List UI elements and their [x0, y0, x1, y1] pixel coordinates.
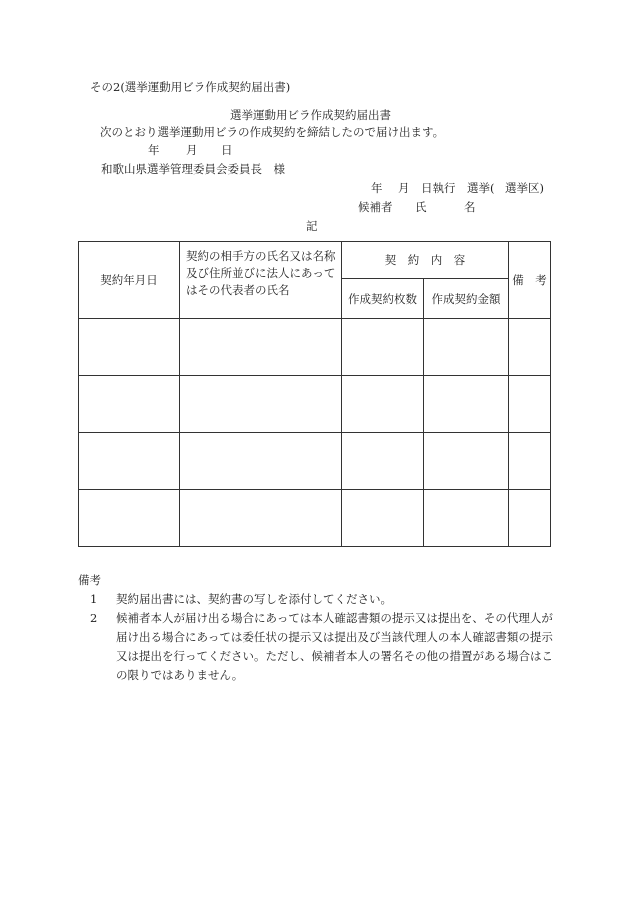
cell-remarks[interactable]	[509, 490, 551, 547]
election-year: 年	[371, 181, 383, 195]
ki-mark: 記	[306, 219, 318, 233]
header-contract-contents: 契 約 内 容	[342, 242, 509, 279]
cell-date[interactable]	[79, 490, 180, 547]
cell-sheets[interactable]	[342, 376, 424, 433]
date-day: 日	[221, 143, 233, 157]
header-contract-amount: 作成契約金額	[424, 279, 509, 319]
cell-sheets[interactable]	[342, 490, 424, 547]
header-contract-party: 契約の相手方の氏名又は名称及び住所並びに法人にあってはその代表者の氏名	[180, 242, 342, 319]
cell-party[interactable]	[180, 433, 342, 490]
table-header-row	[79, 242, 551, 279]
cell-date[interactable]	[79, 433, 180, 490]
header-contract-date: 契約年月日	[79, 242, 180, 319]
notes-heading: 備考	[78, 573, 101, 587]
form-label: その2(選挙運動用ビラ作成契約届出書)	[90, 80, 291, 94]
cell-party[interactable]	[180, 376, 342, 433]
cell-amount[interactable]	[424, 319, 509, 376]
cell-remarks[interactable]	[509, 433, 551, 490]
candidate-label: 候補者	[358, 200, 393, 214]
note-number: 2	[90, 611, 98, 625]
table-row	[79, 376, 551, 433]
cell-amount[interactable]	[424, 490, 509, 547]
note-item	[78, 590, 558, 609]
note-text: 契約届出書には、契約書の写しを添付してください。	[116, 592, 392, 606]
election-district: 選挙区)	[505, 181, 544, 195]
cell-amount[interactable]	[424, 433, 509, 490]
candidate-name-2: 名	[464, 200, 476, 214]
intro-text: 次のとおり選挙運動用ビラの作成契約を締結したので届け出ます。	[100, 125, 445, 139]
cell-amount[interactable]	[424, 376, 509, 433]
cell-party[interactable]	[180, 490, 342, 547]
table-row	[79, 433, 551, 490]
note-text: 候補者本人が届け出る場合にあっては本人確認書類の提示又は提出を、その代理人が届け出る場合にあっては委任状の提示又は提出及び当該代理人の本人確認書類の提示又は提出を行ってください。ただし、候補者本人の署名その他の措置がある場合はこの限りではありません。	[116, 611, 553, 682]
addressee: 和歌山県選挙管理委員会委員長 様	[101, 162, 285, 176]
cell-party[interactable]	[180, 319, 342, 376]
document-title: 選挙運動用ビラ作成契約届出書	[230, 108, 391, 122]
cell-date[interactable]	[79, 319, 180, 376]
cell-sheets[interactable]	[342, 319, 424, 376]
table-row	[79, 319, 551, 376]
date-year: 年	[148, 143, 160, 157]
date-month: 月	[186, 143, 198, 157]
note-item	[78, 609, 558, 685]
notes-section	[78, 571, 558, 685]
cell-remarks[interactable]	[509, 319, 551, 376]
header-remarks: 備 考	[509, 242, 551, 319]
cell-remarks[interactable]	[509, 376, 551, 433]
note-number: 1	[90, 592, 98, 606]
table-row	[79, 490, 551, 547]
contract-table	[78, 241, 551, 547]
cell-sheets[interactable]	[342, 433, 424, 490]
candidate-name-1: 氏	[415, 200, 427, 214]
election-month: 月	[398, 181, 410, 195]
header-sheet-count: 作成契約枚数	[342, 279, 424, 319]
cell-date[interactable]	[79, 376, 180, 433]
election-day-execute: 日執行	[421, 181, 456, 195]
election-name: 選挙(	[467, 181, 495, 195]
